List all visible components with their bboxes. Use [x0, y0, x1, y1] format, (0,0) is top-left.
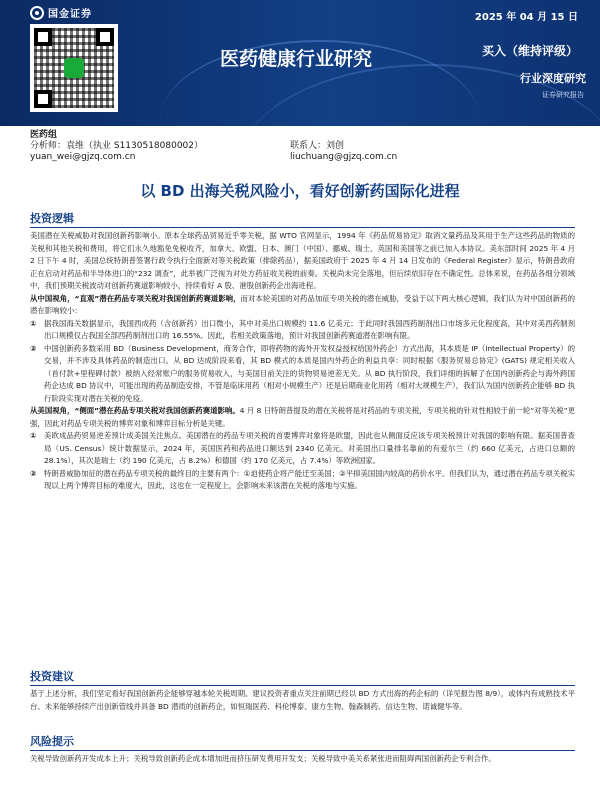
logo-mark-icon — [30, 6, 44, 20]
report-date: 2025 年 04 月 15 日 — [474, 12, 578, 23]
us-view-lead: 从美国视角，“侧面”潜在药品专项关税对我国创新药赛道影响。 — [30, 406, 240, 415]
list-item — [30, 468, 575, 493]
analyst-email: yuan_wei@gjzq.com.cn — [30, 152, 136, 162]
team-name: 医药组 — [30, 130, 58, 140]
bullet-number: ② — [30, 343, 37, 353]
risk-text: 关税导致创新药开发成本上升；关税导致创新药企成本增加进而挤压研发费用开发支；关税导致中美关系紧张进而阻碍两国创新药企专利合作。 — [30, 754, 496, 763]
report-banner — [0, 0, 600, 126]
china-view-text: 而对本轮美国的对药品加征专项关税的潜在威胁，受益于以下两大核心逻辑，我们认为对中国创新药的潜在影响较小： — [30, 293, 575, 315]
section-title-risk: 风险提示 — [30, 733, 575, 751]
bullet-text: 据我国海关数据显示，我国西成药（含创新药）出口微小，其中对美出口规模约 11.6 亿美元；于此同时我国西药制剂出口市场多元化程度高，其中对美西药制剂出口规模仅占我国全部西药制剂出口的 16.55%。因此，若相关政策落地，预计对我国创新药赛道潜在影响有限。 — [44, 318, 575, 340]
bullet-number: ① — [30, 431, 37, 440]
list-item — [30, 430, 575, 468]
report-subtitle: 证券研究报告 — [542, 91, 584, 99]
us-view-paragraph — [30, 405, 575, 430]
qr-code-icon — [30, 24, 118, 112]
contact-label: 联系人：刘创 — [290, 141, 345, 151]
china-view-paragraph — [30, 293, 575, 318]
bullet-text: 中国创新药多数采用 BD（Business Development，商务合作，即将药物的海外开发权益授权给国外药企）方式出海，其本质是 IP（Intellectual Property）的交易，并不涉及具体药品的制造出口。从 BD 达成阶段来看，其 BD 模式的本质是国内外药企的利益共享：同时根据《服务贸易总协定》(GATS) 规定相关收入（首付款+里程碑付款）被纳入经常账户的服务贸易收入，与美国目前关注的货物贸易逆差无关。从 BD 执行阶段，我们详细的拆解了在国内创新药企与海外跨国药企达成 BD 协议中，可能出现的药品制造安排，不管是临床用药（相对小规模生产）还是后期商业化用药（相对大规模生产），我们认为国内创新药企能够 BD 执行阶段实现对潜在关税的免疫。 — [44, 343, 575, 403]
china-view-lead: 从中国视角，“直观”潜在药品专项关税对我国创新药赛道影响， — [30, 293, 241, 303]
contact-email: liuchuang@gjzq.com.cn — [290, 152, 398, 162]
section-title-advice: 投资建议 — [30, 668, 575, 686]
bullet-text: 美欧成品药贸易逆差预计成美国关注焦点。美国潜在的药品专项关税的首要博弈对象将是欧盟，因此也从侧面反应该专项关税预计对我国的影响有限。据美国普查局（US. Census）统计数据显示，2024 年，美国医药和药品进口额达到 2340 亿美元。对美国出口量排名靠前的有爱尔兰（约 660 亿美元，占进口总额的 28.1%），其次是瑞士（约 190 亿美元，占 8.2%）和德国（约 170 亿美元，占 7.4%）等欧洲国家。 — [44, 431, 575, 465]
bullet-number: ① — [30, 318, 37, 328]
report-title: 医药健康行业研究 — [220, 48, 373, 70]
report-type: 行业深度研究 — [520, 72, 586, 85]
report-headline: 以 BD 出海关税风险小，看好创新药国际化进程 — [140, 182, 460, 200]
analyst-label: 分析师：袁维（执业 S1130518080002） — [30, 141, 204, 151]
investment-logic-section — [30, 210, 575, 493]
advice-text: 基于上述分析，我们坚定看好我国创新药企能够穿越本轮关税周期。建议投资者重点关注前期已经以 BD 方式出海的药企标的（详见报告图 8/9），或体内有成熟技术平台、未来能够持续产出创新管线并具备 BD 潜质的创新药企，如恒瑞医药、科伦博泰、康方生物、翰森制药、信达生物、诺诚健华等。 — [30, 689, 575, 711]
bullet-number: ② — [30, 468, 37, 478]
us-view-text: 4 月 8 日特朗普提及的潜在关税将是对药品的专项关税，专项关税的针对性相较于前一轮“对等关税”更强，因此对药品专项关税的博弈对象和博弈目标分析是关键。 — [30, 406, 575, 428]
analyst-info — [30, 130, 397, 163]
investment-advice-section — [30, 668, 575, 713]
list-item — [30, 343, 575, 406]
company-logo — [30, 5, 92, 20]
risk-section — [30, 733, 575, 766]
rating-badge: 买入（维持评级） — [481, 44, 578, 58]
logic-intro: 美国潜在关税威胁对我国创新药影响小。原本全球药品贸易近乎零关税，据 WTO 官网显示，1994 年《药品贸易协定》取消文量药品及其用于生产这些药品的物质的关税和其他关税和费用，将它们永久地豁免免税收齐，加拿大、欧盟、日本、澳门（中国）、挪威、瑞士、英国和美国等之前已加入本协议。美东部时间 2025 年 4 月 2 日下午 4 时，美国总统特朗普签署行政令执行全面新对等关税政策（排除药品），据美国政府于 2025 年 4 月 14 日发布的《Federal Register》显示，特朗普政府正在启动对药品和半导体进口的“232 调查”，此举被广泛视为对处方药征收关税的前奏。关税尚未完全落地，但后续依旧存在不确定性。总体来说，在药品各细分领域中，我们预期关税波动对创新药赛道影响较小，持续看好 A 股、港股创新药企出海进程。 — [30, 231, 575, 290]
bullet-text: 特朗普威胁加征的潜在药品专项关税的最终目的主要有两个：①迫使药企将产能迁至美国；②平抑美国国内较高的药价水平。但我们认为，通过潜在药品专项关税实现以上两个博弈目标的难度大，因此，这也在一定程度上，会影响未来该潜在关税的落地与实施。 — [44, 468, 575, 490]
section-title-logic: 投资逻辑 — [30, 210, 575, 228]
logo-text: 国金证券 — [48, 9, 92, 20]
list-item — [30, 318, 575, 343]
